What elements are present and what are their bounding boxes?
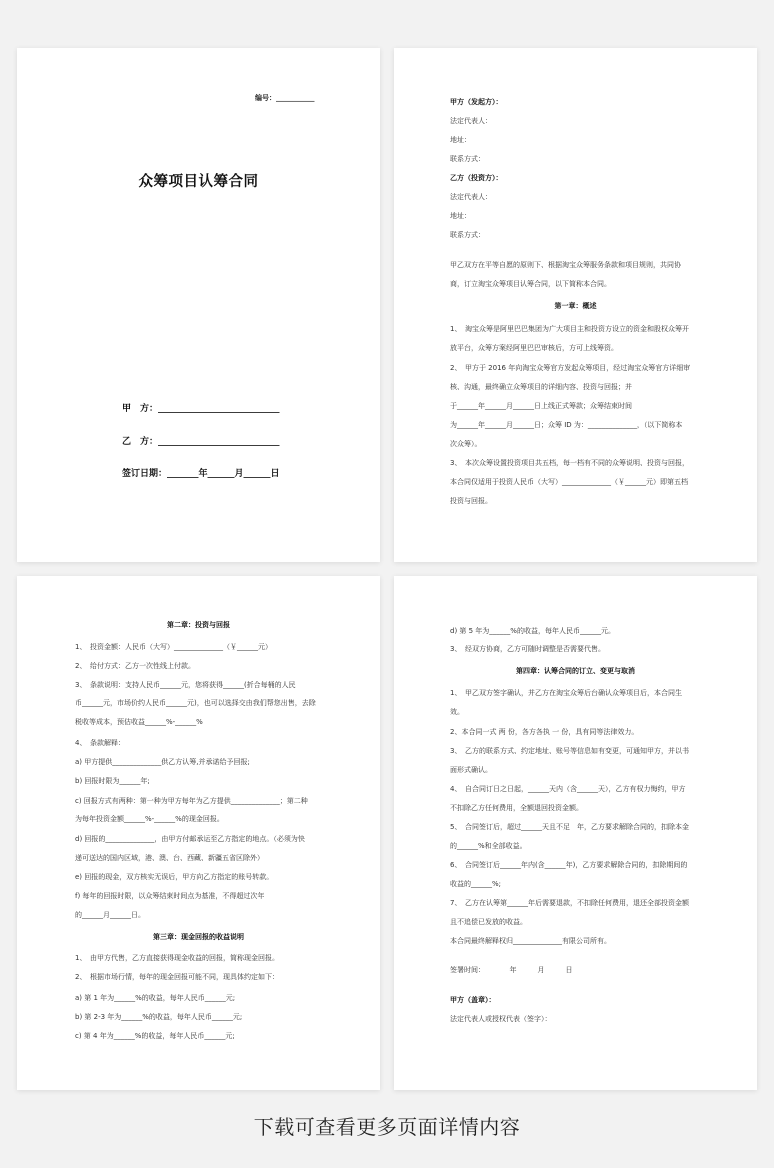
contract-text-line: 法定代表人： bbox=[450, 117, 492, 125]
contract-text-line: 本合同最终解释权归______________有限公司所有。 bbox=[450, 937, 611, 945]
contract-text-line: 2、本合同一式 两 份，各方各执 一 份，具有同等法律效力。 bbox=[450, 728, 639, 736]
contract-text-line: 签署时间： 年 月 日 bbox=[450, 966, 573, 974]
contract-text-line: b) 第 2-3 年为______%的收益，每年人民币______元; bbox=[75, 1013, 243, 1021]
section-label: 乙方（投资方）： bbox=[450, 174, 503, 182]
contract-text-line: 4、 自合同订日之日起，______天内（含______天），乙方有权力悔约，甲方 bbox=[450, 785, 686, 793]
contract-text-line: 商，订立淘宝众筹项目认筹合同，以下简称本合同。 bbox=[450, 280, 611, 288]
contract-text-line: c) 第 4 年为______%的收益，每年人民币______元; bbox=[75, 1032, 235, 1040]
contract-text-line: 2、 甲方于 2016 年向淘宝众筹官方发起众筹项目，经过淘宝众筹官方详细审 bbox=[450, 364, 691, 372]
section-label: 甲方（发起方）： bbox=[450, 98, 503, 106]
contract-text-line: 3、 乙方的联系方式、约定地址、账号等信息如有变更，可通知甲方，并以书 bbox=[450, 747, 689, 755]
party-a-line: 甲 方：___________________________ bbox=[122, 404, 280, 414]
contract-text-line: 4、 条款解释： bbox=[75, 739, 125, 747]
contract-page-3 bbox=[17, 576, 380, 1090]
contract-text-line: d) 回报的______________，由甲方付邮承运至乙方指定的地点。（必须为快 bbox=[75, 835, 305, 843]
contract-text-line: 投资与回报。 bbox=[450, 497, 492, 505]
contract-text-line: 1、 由甲方代售，乙方直接获得现金收益的回报，简称现金回报。 bbox=[75, 954, 279, 962]
contract-page-4 bbox=[394, 576, 757, 1090]
contract-text-line: 1、 投资金额：人民币（大写）______________（￥______元） bbox=[75, 643, 272, 651]
contract-text-line: 地址： bbox=[450, 136, 471, 144]
contract-cover-page bbox=[17, 48, 380, 562]
contract-text-line: 3、 经双方协商，乙方可随时调整是否需要代售。 bbox=[450, 645, 605, 653]
contract-text-line: 的______月______日。 bbox=[75, 911, 145, 919]
contract-text-line: 税收等成本，预估收益______%-______% bbox=[75, 718, 203, 726]
contract-text-line: 次众筹）。 bbox=[450, 440, 482, 448]
contract-text-line: d) 第 5 年为______%的收益，每年人民币______元。 bbox=[450, 627, 615, 635]
sign-date-line: 签订日期：_______年______月______日 bbox=[122, 469, 280, 479]
contract-text-line: 不扣除乙方任何费用，全额退回投资金额。 bbox=[450, 804, 583, 812]
contract-page-2 bbox=[394, 48, 757, 562]
chapter-heading: 第四章：认筹合同的订立、变更与取消 bbox=[516, 667, 635, 675]
download-hint-footer: 下载可查看更多页面详情内容 bbox=[253, 1115, 521, 1139]
contract-text-line: 甲乙双方在平等自愿的原则下、根据淘宝众筹服务条款和项目规则，共同协 bbox=[450, 261, 681, 269]
contract-text-line: 为______年______月______日；众筹 ID 为：______________，（以下简称本 bbox=[450, 421, 683, 429]
section-label: 甲方（盖章）： bbox=[450, 996, 496, 1004]
contract-text-line: 面形式确认。 bbox=[450, 766, 492, 774]
contract-number-label: 编号：___________ bbox=[255, 94, 315, 102]
contract-text-line: 2、 给付方式：乙方一次性线上付款。 bbox=[75, 662, 195, 670]
contract-text-line: 6、 合同签订后______年内(含______年)，乙方要求解除合同的，扣除期间的 bbox=[450, 861, 688, 869]
contract-text-line: 3、 条款说明：支持人民币______元，您将获得______(折合每桶的人民 bbox=[75, 681, 296, 689]
chapter-heading: 第二章：投资与回报 bbox=[167, 621, 230, 629]
party-b-line: 乙 方：___________________________ bbox=[122, 437, 280, 447]
contract-text-line: 7、 乙方在认筹第______年后需要退款，不扣除任何费用，退还全部投资金额 bbox=[450, 899, 689, 907]
contract-text-line: 法定代表人： bbox=[450, 193, 492, 201]
contract-text-line: 1、 甲乙双方签字确认，并乙方在淘宝众筹后台确认众筹项目后，本合同生 bbox=[450, 689, 682, 697]
contract-text-line: 法定代表人或授权代表（签字）： bbox=[450, 1015, 552, 1023]
contract-text-line: a) 甲方提供______________供乙方认筹,并承诺给予回报; bbox=[75, 758, 250, 766]
contract-text-line: 的______%和全部收益。 bbox=[450, 842, 527, 850]
contract-text-line: 且不追偿已发放的收益。 bbox=[450, 918, 527, 926]
chapter-heading: 第一章：概述 bbox=[554, 302, 597, 310]
contract-text-line: c) 回报方式有两种：第一种为甲方每年为乙方提供______________；第二种 bbox=[75, 797, 308, 805]
contract-text-line: 5、 合同签订后，超过______天且不足 年，乙方要求解除合同的，扣除本金 bbox=[450, 823, 689, 831]
contract-text-line: e) 回报的现金，双方核实无误后，甲方向乙方指定的账号转款。 bbox=[75, 873, 274, 881]
contract-text-line: 地址： bbox=[450, 212, 471, 220]
contract-text-line: 放平台，众筹方案经阿里巴巴审核后，方可上线筹资。 bbox=[450, 344, 618, 352]
contract-text-line: 递可送达的国内区域，港、澳、台、西藏、新疆五省区除外） bbox=[75, 854, 264, 862]
contract-text-line: 币______元，市场价约人民币______元)，也可以选择交由我们帮您出售，去除 bbox=[75, 699, 316, 707]
contract-text-line: 3、 本次众筹设置投资项目共五档，每一档有不同的众筹说明、投资与回报， bbox=[450, 459, 689, 467]
contract-text-line: 收益的______%; bbox=[450, 880, 502, 888]
contract-text-line: 于______年______月______日上线正式筹款；众筹结束时间 bbox=[450, 402, 632, 410]
contract-text-line: a) 第 1 年为______%的收益，每年人民币______元; bbox=[75, 994, 236, 1002]
contract-text-line: 本合同仅适用于投资人民币（大写）______________（￥______元）即第五档 bbox=[450, 478, 688, 486]
contract-text-line: 效。 bbox=[450, 708, 464, 716]
contract-text-line: 联系方式： bbox=[450, 231, 485, 239]
contract-text-line: 核、沟通，最终确立众筹项目的详细内容、投资与回报；并 bbox=[450, 383, 632, 391]
contract-text-line: b) 回报时限为______年; bbox=[75, 777, 150, 785]
contract-text-line: 联系方式： bbox=[450, 155, 485, 163]
contract-text-line: f) 每年的回报时限，以众筹结束时间点为基准，不得超过次年 bbox=[75, 892, 265, 900]
chapter-heading: 第三章：现金回报的收益说明 bbox=[153, 933, 244, 941]
contract-text-line: 为每年投资金额______%-______%的现金回报。 bbox=[75, 815, 224, 823]
contract-title: 众筹项目认筹合同 bbox=[138, 174, 259, 190]
contract-text-line: 2、 根据市场行情，每年的现金回报可能不同，现具体约定如下： bbox=[75, 973, 279, 981]
contract-text-line: 1、 淘宝众筹是阿里巴巴集团为广大项目主和投资方设立的资金和股权众筹开 bbox=[450, 325, 689, 333]
